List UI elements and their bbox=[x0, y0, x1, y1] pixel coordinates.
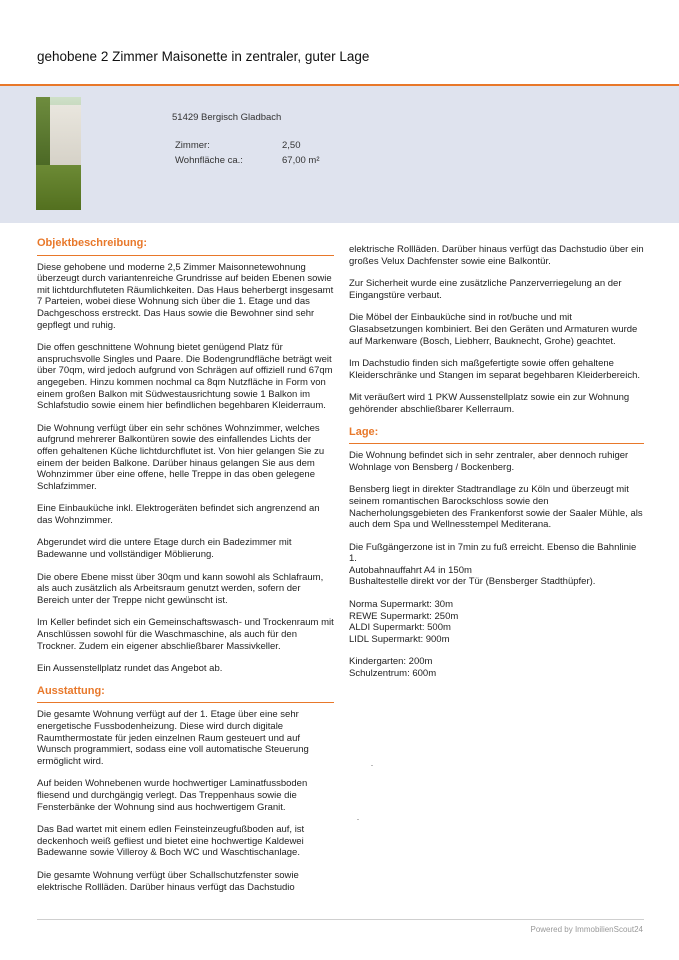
paragraph: Ein Aussenstellplatz rundet das Angebot ab. bbox=[37, 663, 223, 675]
property-address: 51429 Bergisch Gladbach bbox=[172, 112, 282, 123]
paragraph: Eine Einbauküche inkl. Elektrogeräten befindet sich angrenzend an das Wohnzimmer. bbox=[37, 503, 320, 526]
fact-value: 2,50 bbox=[282, 140, 301, 151]
stray-mark bbox=[371, 765, 373, 766]
property-photo bbox=[36, 97, 81, 210]
paragraph: Das Bad wartet mit einem edlen Feinsteinzeugfußboden auf, ist deckenhoch weiß gefliest und bietet eine hochwertige Kaldewei Badewanne sowie Villeroy & Boch WC und Waschtischanlage. bbox=[37, 824, 305, 859]
footer-rule bbox=[37, 919, 644, 920]
section-heading-ausstattung: Ausstattung: bbox=[37, 686, 334, 704]
paragraph: Zur Sicherheit wurde eine zusätzliche Panzerverriegelung an der Eingangstüre verbaut. bbox=[349, 278, 622, 301]
paragraph: Abgerundet wird die untere Etage durch ein Badezimmer mit Badewanne und vollständiger Möblierung. bbox=[37, 537, 292, 561]
paragraph: Die gesamte Wohnung verfügt über Schallschutzfenster sowie elektrische Rollläden. Darüber hinaus verfügt das Dachstudio bbox=[37, 869, 299, 893]
footer-credit: Powered by ImmobilienScout24 bbox=[530, 925, 643, 934]
paragraph: Die Wohnung befindet sich in sehr zentraler, aber dennoch ruhiger Wohnlage von Bensberg / Bockenberg. bbox=[349, 450, 629, 473]
paragraph: Die Wohnung verfügt über ein sehr schönes Wohnzimmer, welches aufgrund mehrerer Balkontüren sowie des einfallendes Lichts der offen gehaltenen Küche lichtdurchflutet ist. Von hier gelangen Sie zu einem der beiden Balkone. Darüber hinaus gelangen Sie aus dem Wohnzimmer über eine offene, helle Treppe in das oben gelegene Schlafzimmer. bbox=[37, 422, 325, 492]
schools-block bbox=[349, 656, 644, 679]
fact-label: Zimmer: bbox=[175, 140, 210, 151]
section-heading-lage: Lage: bbox=[349, 427, 644, 445]
paragraph: elektrische Rollläden. Darüber hinaus verfügt das Dachstudio über ein großes Velux Dachfenster sowie eine Balkontür. bbox=[349, 244, 644, 267]
shop-line: LIDL Supermarkt: 900m bbox=[349, 633, 450, 645]
section-heading-objekt: Objektbeschreibung: bbox=[37, 238, 334, 256]
paragraph: Im Dachstudio finden sich maßgefertigte sowie offen gehaltene Kleiderschränke und Stangen im separat begehbaren Kleiderbereich. bbox=[349, 358, 640, 381]
paragraph: Die offen geschnittene Wohnung bietet genügend Platz für anspruchsvolle Singles und Paare. Die Bodengrundfläche beträgt weit über 70qm, wird jedoch aufgrund von Schrägen auf offiziell rund 67qm angegeben. Hinzu kommen nochmal ca 8qm Nutzfläche in Form von einem großen Balkon mit Südwestausrichtung sowie 1 Balkon im Schlafstudio sowie einem hier befindlichen begehbaren Kleiderraum. bbox=[37, 342, 333, 412]
paragraph: Auf beiden Wohnebenen wurde hochwertiger Laminatfussboden fliesend und durchgängig verlegt. Das Treppenhaus sowie die Fensterbänke der Wohnung sind aus hochwertigem Granit. bbox=[37, 778, 308, 813]
stray-mark bbox=[357, 819, 359, 820]
header-band bbox=[0, 86, 679, 223]
photo-tree bbox=[36, 97, 50, 169]
paragraph: Mit veräußert wird 1 PKW Aussenstellplatz sowie ein zur Wohnung gehörender abschließbarer Kellerraum. bbox=[349, 392, 630, 415]
right-column bbox=[349, 244, 644, 691]
photo-house bbox=[48, 105, 81, 165]
paragraph: Diese gehobene und moderne 2,5 Zimmer Maisonnetewohnung überzeugt durch variantenreiche Grundrisse auf beiden Ebenen sowie mit lichtdurchfluteten Räumlichkeiten. Das Haus beherbergt insgesamt 7 Parteien, wobei diese Wohnung sich über die 1. Etage und das Dachgeschoss erstreckt. Das Haus sowie die Bewohner sind sehr gepflegt und ruhig. bbox=[37, 261, 334, 331]
shops-block bbox=[349, 599, 644, 645]
school-line: Kindergarten: 200m bbox=[349, 656, 433, 668]
photo-lawn bbox=[36, 165, 81, 210]
transport-line: Autobahnauffahrt A4 in 150m bbox=[349, 564, 472, 576]
fact-value: 67,00 m² bbox=[282, 155, 320, 166]
school-line: Schulzentrum: 600m bbox=[349, 668, 437, 680]
fact-row-area bbox=[175, 155, 335, 170]
page-title: gehobene 2 Zimmer Maisonette in zentraler, guter Lage bbox=[37, 49, 370, 64]
shop-line: ALDI Supermarkt: 500m bbox=[349, 622, 451, 634]
paragraph: Die gesamte Wohnung verfügt auf der 1. Etage über eine sehr energetische Fussbodenheizung. Diese wird durch digitale Raumthermostate für jeden einzelnen Raum gesteuert und auf Wunsch programmiert, sodass eine voll automatische Steuerung ermöglicht wird. bbox=[37, 709, 309, 767]
transport-line: Die Fußgängerzone ist in 7min zu fuß erreicht. Ebenso die Bahnlinie 1. bbox=[349, 541, 637, 565]
transport-block bbox=[349, 542, 644, 588]
transport-line: Bushaltestelle direkt vor der Tür (Bensberger Stadthüpfer). bbox=[349, 576, 596, 588]
fact-label: Wohnfläche ca.: bbox=[175, 155, 243, 166]
paragraph: Im Keller befindet sich ein Gemeinschaftswasch- und Trockenraum mit Anschlüssen sowohl für die Waschmaschine, als auch für den Trockner. Zudem ein eigener abschließbarer Massivkeller. bbox=[37, 617, 334, 652]
fact-row-rooms bbox=[175, 140, 335, 155]
shop-line: Norma Supermarkt: 30m bbox=[349, 599, 454, 611]
paragraph: Die obere Ebene misst über 30qm und kann sowohl als Schlafraum, als auch zusätzlich als Arbeitsraum genutzt werden, sofern der Bereich unter der Treppe nicht gewünscht ist. bbox=[37, 571, 324, 606]
paragraph: Die Möbel der Einbauküche sind in rot/buche und mit Glasabsetzungen kombiniert. Bei den Geräten und Armaturen wurde auf Markenware (Bosch, Liebherr, Bauknecht, Grohe) geachtet. bbox=[349, 312, 638, 347]
key-facts bbox=[175, 140, 335, 170]
shop-line: REWE Supermarkt: 250m bbox=[349, 610, 459, 622]
paragraph: Bensberg liegt in direkter Stadtrandlage zu Köln und überzeugt mit seinem romantischen Barockschloss sowie den Nacherholungsgebieten des Frankenforst sowie der Saaler Mühle, als auch dem Spa und Wellnesstempel Mediterana. bbox=[349, 484, 643, 531]
left-column bbox=[37, 238, 334, 904]
